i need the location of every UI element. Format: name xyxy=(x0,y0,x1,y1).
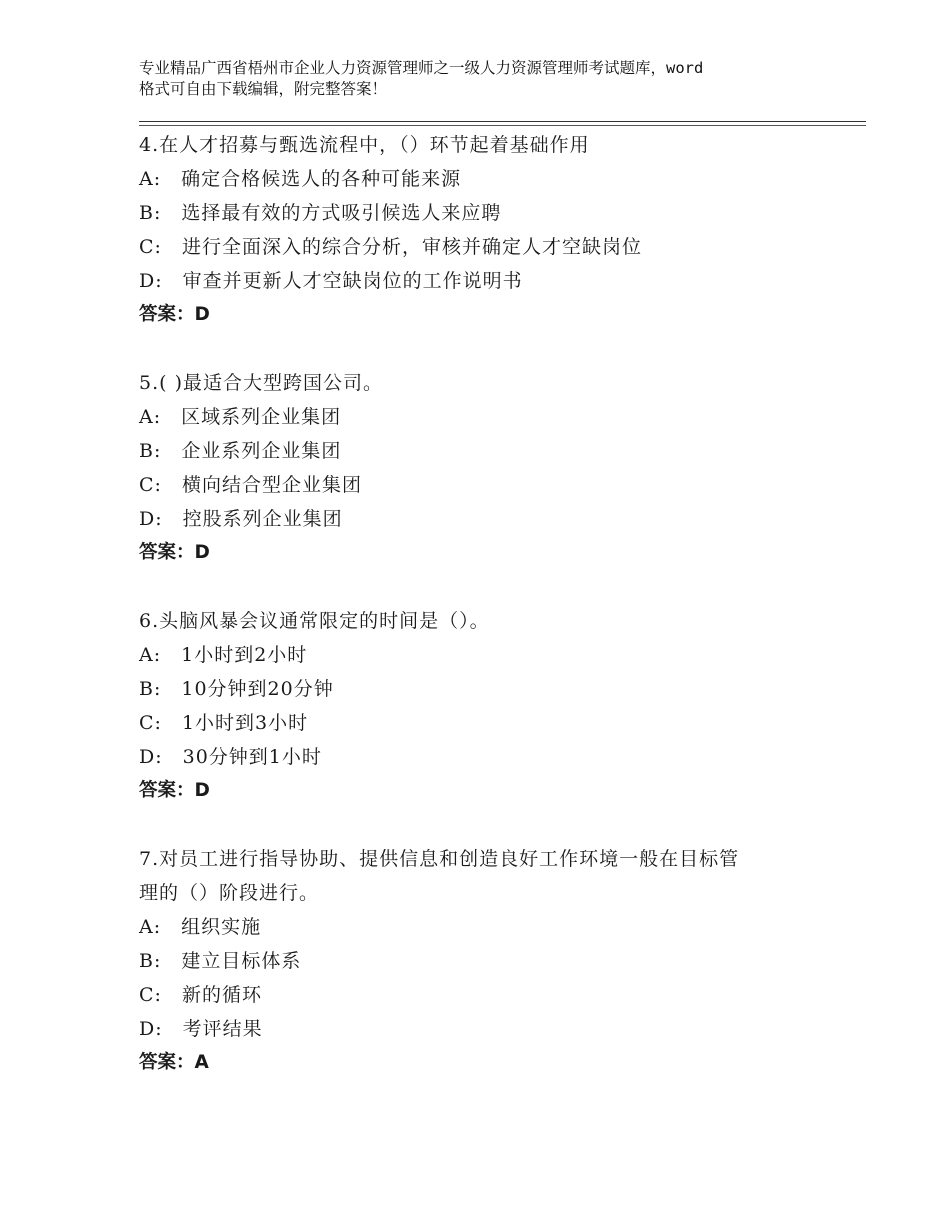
header-rule-thick xyxy=(139,121,866,122)
option-a: A: 组织实施 xyxy=(139,916,262,938)
option-b: B: 10分钟到20分钟 xyxy=(139,678,334,700)
option-a: A: 确定合格候选人的各种可能来源 xyxy=(139,168,462,190)
question-stem: 6.头脑风暴会议通常限定的时间是（）。 xyxy=(139,610,490,632)
answer-line: 答案：D xyxy=(139,304,210,325)
question-list xyxy=(139,128,839,1114)
option-d: D: 考评结果 xyxy=(139,1018,263,1040)
option-b: B: 选择最有效的方式吸引候选人来应聘 xyxy=(139,202,502,224)
question-stem: 4.在人才招募与甄选流程中，（）环节起着基础作用 xyxy=(139,134,590,156)
option-a: A: 1小时到2小时 xyxy=(139,644,308,666)
answer-line: 答案：A xyxy=(139,1052,209,1073)
question-block xyxy=(139,128,839,332)
question-block xyxy=(139,604,839,808)
option-c: C: 横向结合型企业集团 xyxy=(139,474,362,496)
option-c: C: 1小时到3小时 xyxy=(139,712,309,734)
option-c: C: 进行全面深入的综合分析，审核并确定人才空缺岗位 xyxy=(139,236,642,258)
answer-line: 答案：D xyxy=(139,780,210,801)
question-block xyxy=(139,366,839,570)
option-c: C: 新的循环 xyxy=(139,984,262,1006)
option-b: B: 企业系列企业集团 xyxy=(139,440,342,462)
option-a: A: 区域系列企业集团 xyxy=(139,406,342,428)
option-d: D: 审查并更新人才空缺岗位的工作说明书 xyxy=(139,270,523,292)
option-b: B: 建立目标体系 xyxy=(139,950,302,972)
question-stem-line-2: 理的（）阶段进行。 xyxy=(139,882,320,904)
header-line-1: 专业精品广西省梧州市企业人力资源管理师之一级人力资源管理师考试题库，word xyxy=(139,59,704,77)
header-rule-thin xyxy=(139,125,866,126)
header-line-2: 格式可自由下载编辑，附完整答案！ xyxy=(139,80,388,98)
question-stem-line-1: 7.对员工进行指导协助、提供信息和创造良好工作环境一般在目标管 xyxy=(139,848,740,870)
question-stem: 5.( )最适合大型跨国公司。 xyxy=(139,372,383,394)
document-header xyxy=(139,58,829,100)
question-block xyxy=(139,842,839,1080)
option-d: D: 30分钟到1小时 xyxy=(139,746,322,768)
answer-line: 答案：D xyxy=(139,542,210,563)
option-d: D: 控股系列企业集团 xyxy=(139,508,343,530)
